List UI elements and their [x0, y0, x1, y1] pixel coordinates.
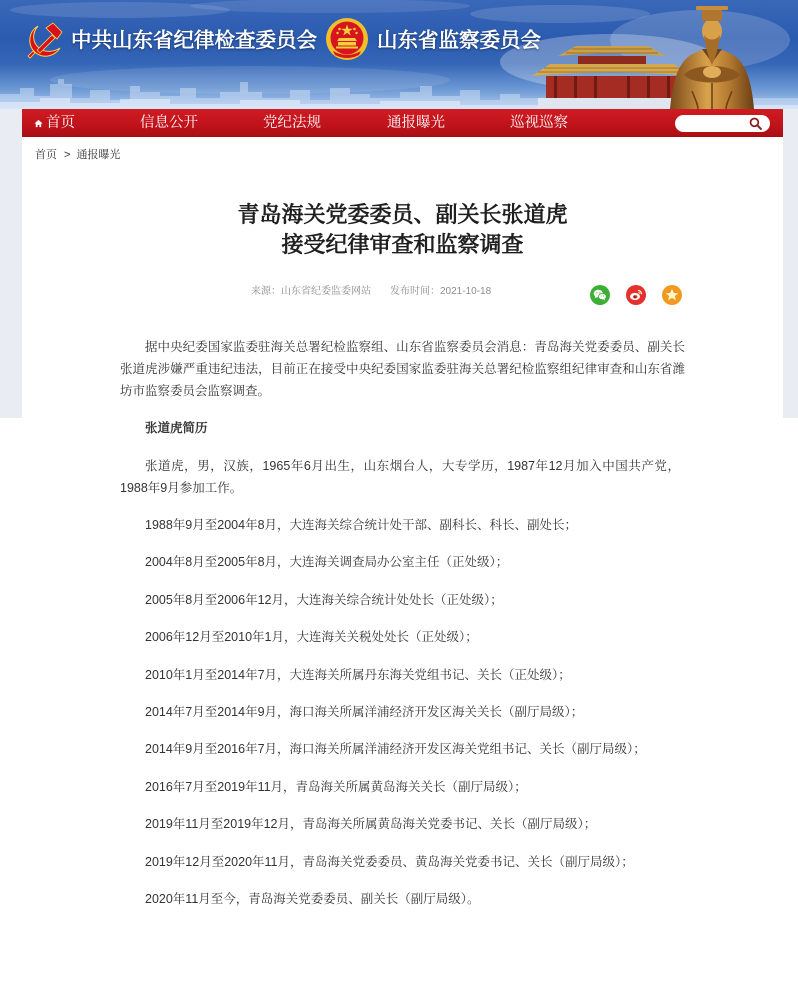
nav-item-home[interactable]	[34, 109, 75, 137]
nav-item-party-rules[interactable]	[263, 109, 321, 137]
hammer-sickle-icon	[24, 20, 64, 60]
career-item: 2016年7月至2019年11月，青岛海关所属黄岛海关关长（副厅局级）；	[145, 779, 527, 794]
share-favorite-button[interactable]	[662, 285, 682, 305]
favorite-star-icon	[662, 285, 682, 305]
career-item: 2006年12月至2010年1月，大连海关关税处处长（正处级）；	[145, 630, 478, 645]
career-item: 2004年8月至2005年8月，大连海关调查局办公室主任（正处级）；	[145, 555, 509, 570]
search-input[interactable]	[675, 115, 747, 132]
career-item: 2019年11月至2019年12月，青岛海关所属黄岛海关党委书记、关长（副厅局级）；	[145, 817, 597, 832]
nav-item-inspection[interactable]	[510, 109, 568, 137]
career-item: 2014年7月至2014年9月，海口海关所属洋浦经济开发区海关关长（副厅局级）；	[145, 704, 584, 719]
article-title-line: 接受纪律审查和监察调查	[281, 232, 524, 257]
breadcrumb	[35, 148, 120, 162]
nav-item-label: 首页	[46, 115, 75, 131]
nav-item-notices[interactable]	[387, 109, 445, 137]
breadcrumb-separator: >	[64, 149, 71, 161]
search-box	[675, 115, 770, 132]
career-item: 2020年11月至今，青岛海关党委委员、副关长（副厅局级）。	[145, 891, 480, 906]
bio-paragraph: 张道虎，男，汉族，1965年6月出生，山东烟台人，大专学历，1987年12月加入中国共产党，1988年9月参加工作。	[120, 459, 680, 495]
home-icon	[34, 119, 43, 128]
career-item: 2019年12月至2020年11月，青岛海关党委委员、黄岛海关党委书记、关长（副厅局级）；	[145, 854, 634, 869]
nav-item-info-disclosure[interactable]	[140, 109, 198, 137]
share-bar	[590, 285, 682, 305]
confucius-statue-illustration	[662, 1, 762, 109]
nav-item-label: 党纪法规	[263, 115, 321, 131]
article-lead-paragraph: 据中央纪委国家监委驻海关总署纪检监察组、山东省监察委员会消息：青岛海关党委委员、副关长张道虎涉嫌严重违纪违法，目前正在接受中央纪委国家监委驻海关总署纪检监察组纪律审查和山东省潍坊市监察委员会监察调查。	[120, 340, 685, 398]
org-name-discipline-commission: 中共山东省纪律检查委员会	[71, 28, 317, 52]
nav-item-label: 巡视巡察	[510, 115, 568, 131]
article-source: 来源：山东省纪委监委网站	[251, 286, 371, 297]
career-item: 2014年9月至2016年7月，海口海关所属洋浦经济开发区海关党组书记、关长（副厅局级）；	[145, 742, 646, 757]
breadcrumb-current-link[interactable]: 通报曝光	[76, 149, 121, 161]
breadcrumb-home-link[interactable]: 首页	[35, 149, 57, 161]
resume-heading: 张道虎简历	[145, 421, 208, 435]
article-publish-time: 发布时间：2021-10-18	[390, 286, 492, 297]
national-emblem-icon	[325, 17, 369, 61]
nav-item-label: 通报曝光	[387, 115, 445, 131]
nav-item-label: 信息公开	[140, 115, 198, 131]
career-item: 2010年1月至2014年7月，大连海关所属丹东海关党组书记、关长（正处级）；	[145, 667, 571, 682]
career-item: 2005年8月至2006年12月，大连海关综合统计处处长（正处级）；	[145, 592, 503, 607]
org-name-supervisory-commission: 山东省监察委员会	[377, 28, 541, 52]
search-icon[interactable]	[749, 117, 762, 130]
share-wechat-button[interactable]	[590, 285, 610, 305]
weibo-icon	[626, 285, 646, 305]
career-list	[120, 514, 680, 925]
article-title	[22, 200, 783, 260]
career-item: 1988年9月至2004年8月，大连海关综合统计处干部、副科长、科长、副处长；	[145, 518, 578, 532]
main-nav	[22, 109, 783, 137]
wechat-icon	[590, 285, 610, 305]
article-title-line: 青岛海关党委委员、副关长张道虎	[237, 202, 568, 227]
share-weibo-button[interactable]	[626, 285, 646, 305]
site-header	[0, 0, 798, 109]
